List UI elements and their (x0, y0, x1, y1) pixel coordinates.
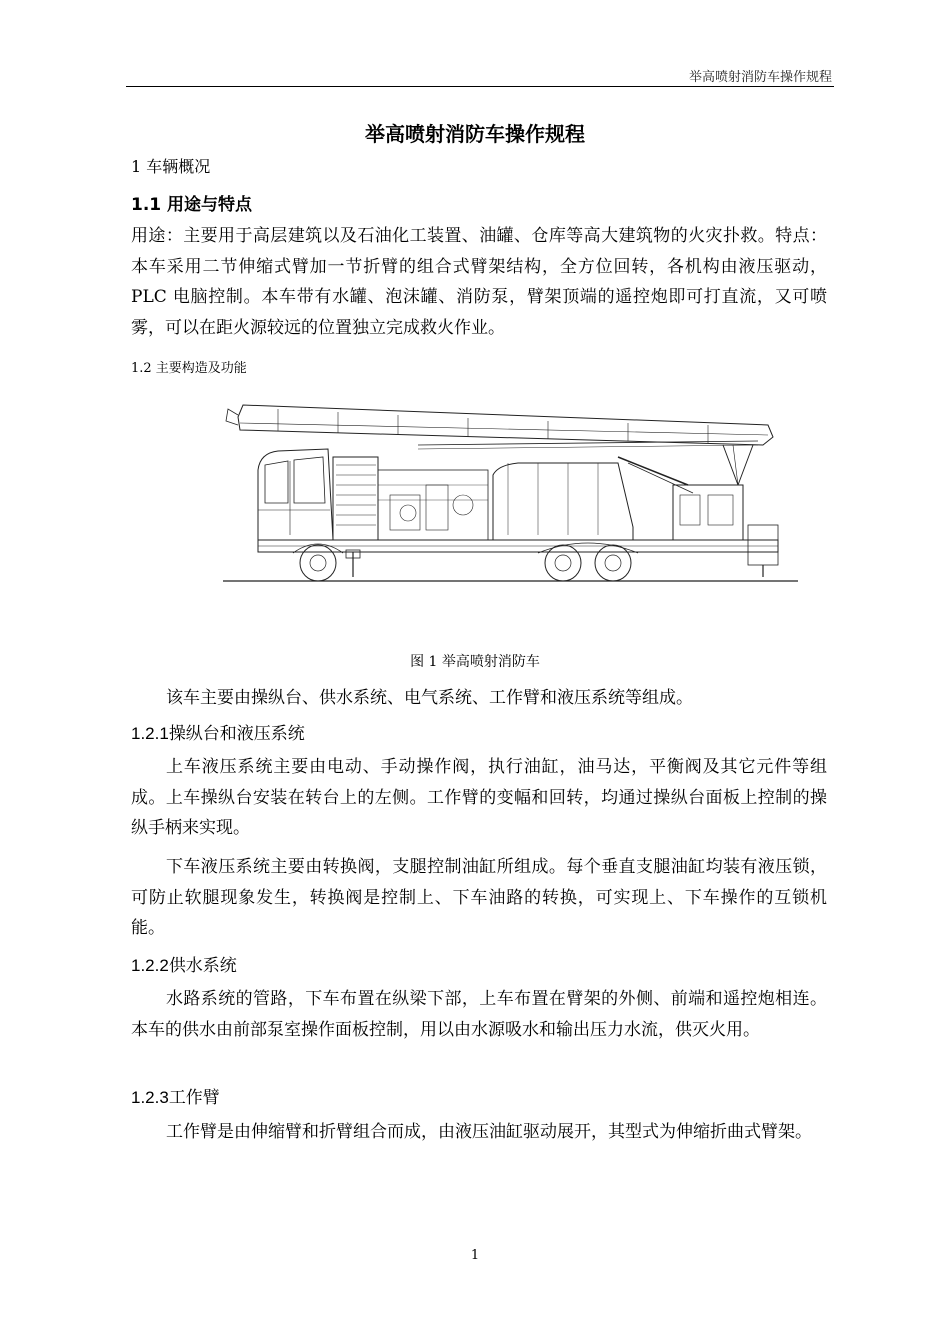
lower-hydraulic-paragraph: 下车液压系统主要由转换阀，支腿控制油缸所组成。每个垂直支腿油缸均装有液压锁，可防止软腿现象发生，转换阀是控制上、下车油路的转换，可实现上、下车操作的互锁机能。 (131, 857, 827, 938)
section-1-2-1-number: 1.2.1 (131, 724, 169, 743)
section-1-1-heading: 1.1 用途与特点 (131, 195, 253, 215)
running-header: 举高喷射消防车操作规程 (688, 70, 832, 85)
section-1-2-heading: 1.2 主要构造及功能 (131, 361, 247, 376)
section-1-2-3-number: 1.2.3 (131, 1088, 169, 1107)
water-supply-paragraph: 水路系统的管路，下车布置在纵梁下部，上车布置在臂架的外侧、前端和遥控炮相连。本车的供水由前部泵室操作面板控制，用以由水源吸水和输出压力水流，供灭火用。 (131, 989, 827, 1040)
work-arm-paragraph: 工作臂是由伸缩臂和折臂组合而成，由液压油缸驱动展开，其型式为伸缩折曲式臂架。 (166, 1122, 812, 1142)
section-1-2-2-heading (131, 951, 237, 976)
upper-hydraulic-paragraph: 上车液压系统主要由电动、手动操作阀，执行油缸，油马达，平衡阀及其它元件等组成。上车操纵台安装在转台上的左侧。工作臂的变幅和回转，均通过操纵台面板上控制的操纵手柄来实现。 (131, 757, 827, 838)
fire-truck-drawing (218, 385, 801, 617)
section-1-2-3-heading (131, 1083, 220, 1108)
section-1-heading (131, 154, 210, 177)
section-1-title: 车辆概况 (146, 157, 211, 176)
page-number: 1 (470, 1248, 480, 1263)
document-title: 举高喷射消防车操作规程 (365, 122, 585, 146)
section-1-2-1-heading (131, 719, 305, 744)
section-1-2-3-title: 工作臂 (168, 1088, 220, 1108)
usage-paragraph: 用途：主要用于高层建筑以及石油化工装置、油罐、仓库等高大建筑物的火灾扑救。特点：本车采用二节伸缩式臂加一节折臂的组合式臂架结构，全方位回转，各机构由液压驱动，PLC 电脑控制。本车带有水罐、泡沫罐、消防泵，臂架顶端的遥控炮即可打直流，又可喷雾，可以在距火源较远的位置独立完成救火作业。 (131, 226, 827, 338)
section-1-number: 1 (131, 157, 142, 176)
figure-caption: 图 1 举高喷射消防车 (410, 654, 540, 670)
section-1-2-2-title: 供水系统 (168, 956, 237, 976)
section-1-2-1-title: 操纵台和液压系统 (168, 724, 305, 744)
header-rule (126, 86, 834, 87)
section-1-2-2-number: 1.2.2 (131, 956, 169, 975)
composition-paragraph: 该车主要由操纵台、供水系统、电气系统、工作臂和液压系统等组成。 (166, 688, 693, 708)
